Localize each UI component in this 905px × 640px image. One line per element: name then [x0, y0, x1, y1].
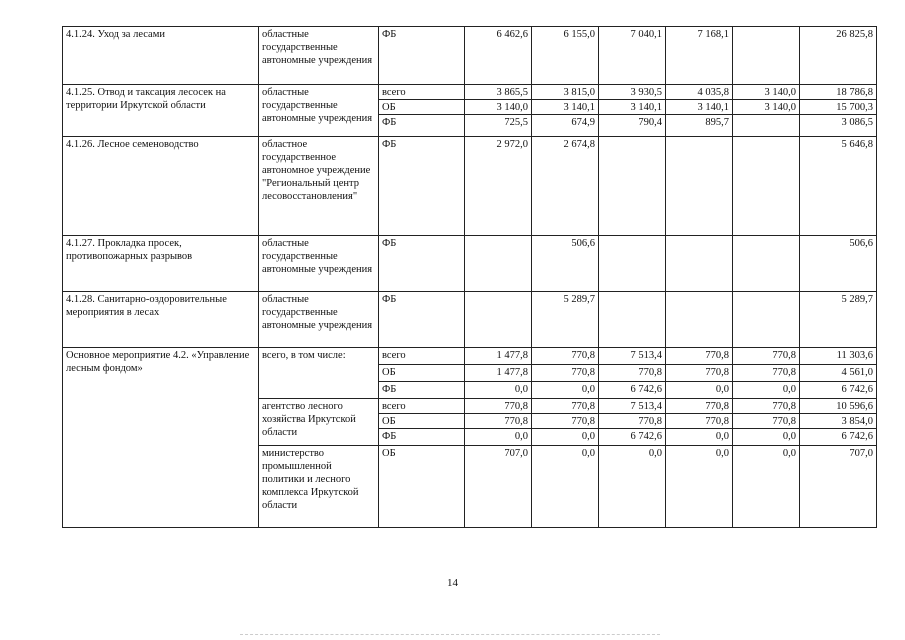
- value-cell: [733, 236, 800, 292]
- total-cell: 6 742,6: [800, 382, 877, 399]
- value-cell: 0,0: [666, 446, 733, 528]
- value-cell: 3 140,0: [733, 100, 800, 115]
- funding-source: всего: [379, 348, 465, 365]
- funding-source: всего: [379, 85, 465, 100]
- total-cell: 6 742,6: [800, 429, 877, 446]
- value-cell: 3 140,0: [733, 85, 800, 100]
- total-cell: 506,6: [800, 236, 877, 292]
- value-cell: 770,8: [465, 399, 532, 414]
- value-cell: 895,7: [666, 115, 733, 137]
- value-cell: 1 477,8: [465, 365, 532, 382]
- funding-source: ФБ: [379, 137, 465, 236]
- value-cell: 0,0: [465, 429, 532, 446]
- value-cell: 6 462,6: [465, 27, 532, 85]
- value-cell: 3 140,1: [666, 100, 733, 115]
- executor: областные государственные автономные учреждения: [259, 27, 379, 85]
- executor: всего, в том числе:: [259, 348, 379, 399]
- executor: областные государственные автономные учреждения: [259, 292, 379, 348]
- value-cell: 0,0: [465, 382, 532, 399]
- total-cell: 3 086,5: [800, 115, 877, 137]
- total-cell: 4 561,0: [800, 365, 877, 382]
- table-row: [63, 236, 877, 292]
- value-cell: 3 930,5: [599, 85, 666, 100]
- value-cell: 0,0: [532, 382, 599, 399]
- value-cell: [599, 236, 666, 292]
- table-row: [63, 27, 877, 85]
- table-row: [63, 348, 877, 365]
- value-cell: 2 972,0: [465, 137, 532, 236]
- value-cell: [733, 292, 800, 348]
- value-cell: [666, 236, 733, 292]
- executor: областные государственные автономные учреждения: [259, 85, 379, 137]
- value-cell: 770,8: [532, 399, 599, 414]
- value-cell: 770,8: [532, 348, 599, 365]
- page-number: 14: [447, 577, 458, 589]
- total-cell: 26 825,8: [800, 27, 877, 85]
- value-cell: 770,8: [733, 365, 800, 382]
- value-cell: 3 140,1: [599, 100, 666, 115]
- value-cell: 3 140,1: [532, 100, 599, 115]
- value-cell: 0,0: [532, 446, 599, 528]
- value-cell: [666, 292, 733, 348]
- value-cell: 0,0: [532, 429, 599, 446]
- value-cell: [465, 236, 532, 292]
- funding-source: ФБ: [379, 115, 465, 137]
- value-cell: 770,8: [733, 348, 800, 365]
- value-cell: 725,5: [465, 115, 532, 137]
- value-cell: 3 815,0: [532, 85, 599, 100]
- funding-source: ФБ: [379, 236, 465, 292]
- total-cell: 5 646,8: [800, 137, 877, 236]
- executor: агентство лесного хозяйства Иркутской области: [259, 399, 379, 446]
- value-cell: [733, 27, 800, 85]
- value-cell: 0,0: [666, 382, 733, 399]
- funding-source: ФБ: [379, 292, 465, 348]
- value-cell: 7 513,4: [599, 399, 666, 414]
- total-cell: 15 700,3: [800, 100, 877, 115]
- value-cell: [599, 292, 666, 348]
- value-cell: 770,8: [599, 365, 666, 382]
- value-cell: 3 865,5: [465, 85, 532, 100]
- table-row: [63, 85, 877, 100]
- executor: областное государственное автономное учреждение "Региональный центр лесовосстановления": [259, 137, 379, 236]
- total-cell: 707,0: [800, 446, 877, 528]
- value-cell: 770,8: [666, 414, 733, 429]
- value-cell: 770,8: [666, 399, 733, 414]
- main-activity-name: Основное мероприятие 4.2. «Управление лесным фондом»: [63, 348, 259, 528]
- value-cell: 0,0: [733, 382, 800, 399]
- funding-source: ОБ: [379, 365, 465, 382]
- value-cell: 6 155,0: [532, 27, 599, 85]
- value-cell: 770,8: [599, 414, 666, 429]
- value-cell: 770,8: [733, 399, 800, 414]
- value-cell: 770,8: [532, 414, 599, 429]
- funding-source: ФБ: [379, 27, 465, 85]
- value-cell: 2 674,8: [532, 137, 599, 236]
- value-cell: 506,6: [532, 236, 599, 292]
- value-cell: 7 513,4: [599, 348, 666, 365]
- value-cell: 0,0: [733, 446, 800, 528]
- value-cell: 770,8: [666, 365, 733, 382]
- activity-name: 4.1.28. Санитарно-оздоровительные мероприятия в лесах: [63, 292, 259, 348]
- value-cell: 0,0: [599, 446, 666, 528]
- total-cell: 18 786,8: [800, 85, 877, 100]
- value-cell: 770,8: [532, 365, 599, 382]
- total-cell: 3 854,0: [800, 414, 877, 429]
- budget-table: [62, 26, 877, 528]
- value-cell: 790,4: [599, 115, 666, 137]
- value-cell: 7 040,1: [599, 27, 666, 85]
- total-cell: 5 289,7: [800, 292, 877, 348]
- value-cell: 3 140,0: [465, 100, 532, 115]
- total-cell: 11 303,6: [800, 348, 877, 365]
- value-cell: [733, 137, 800, 236]
- activity-name: 4.1.27. Прокладка просек, противопожарных разрывов: [63, 236, 259, 292]
- value-cell: [465, 292, 532, 348]
- table-row: [63, 137, 877, 236]
- executor: министерство промышленной политики и лесного комплекса Иркутской области: [259, 446, 379, 528]
- value-cell: 6 742,6: [599, 382, 666, 399]
- funding-source: ОБ: [379, 446, 465, 528]
- table-row: [63, 292, 877, 348]
- value-cell: 770,8: [733, 414, 800, 429]
- value-cell: [733, 115, 800, 137]
- funding-source: ФБ: [379, 382, 465, 399]
- activity-name: 4.1.24. Уход за лесами: [63, 27, 259, 85]
- funding-source: всего: [379, 399, 465, 414]
- value-cell: 707,0: [465, 446, 532, 528]
- activity-name: 4.1.25. Отвод и таксация лесосек на территории Иркутской области: [63, 85, 259, 137]
- funding-source: ОБ: [379, 100, 465, 115]
- value-cell: 674,9: [532, 115, 599, 137]
- executor: областные государственные автономные учреждения: [259, 236, 379, 292]
- value-cell: 1 477,8: [465, 348, 532, 365]
- activity-name: 4.1.26. Лесное семеноводство: [63, 137, 259, 236]
- value-cell: [666, 137, 733, 236]
- value-cell: 0,0: [666, 429, 733, 446]
- value-cell: 6 742,6: [599, 429, 666, 446]
- scan-artifact-line: [240, 634, 660, 635]
- value-cell: 0,0: [733, 429, 800, 446]
- funding-source: ФБ: [379, 429, 465, 446]
- funding-source: ОБ: [379, 414, 465, 429]
- value-cell: 770,8: [465, 414, 532, 429]
- value-cell: 4 035,8: [666, 85, 733, 100]
- value-cell: 7 168,1: [666, 27, 733, 85]
- total-cell: 10 596,6: [800, 399, 877, 414]
- value-cell: [599, 137, 666, 236]
- value-cell: 5 289,7: [532, 292, 599, 348]
- value-cell: 770,8: [666, 348, 733, 365]
